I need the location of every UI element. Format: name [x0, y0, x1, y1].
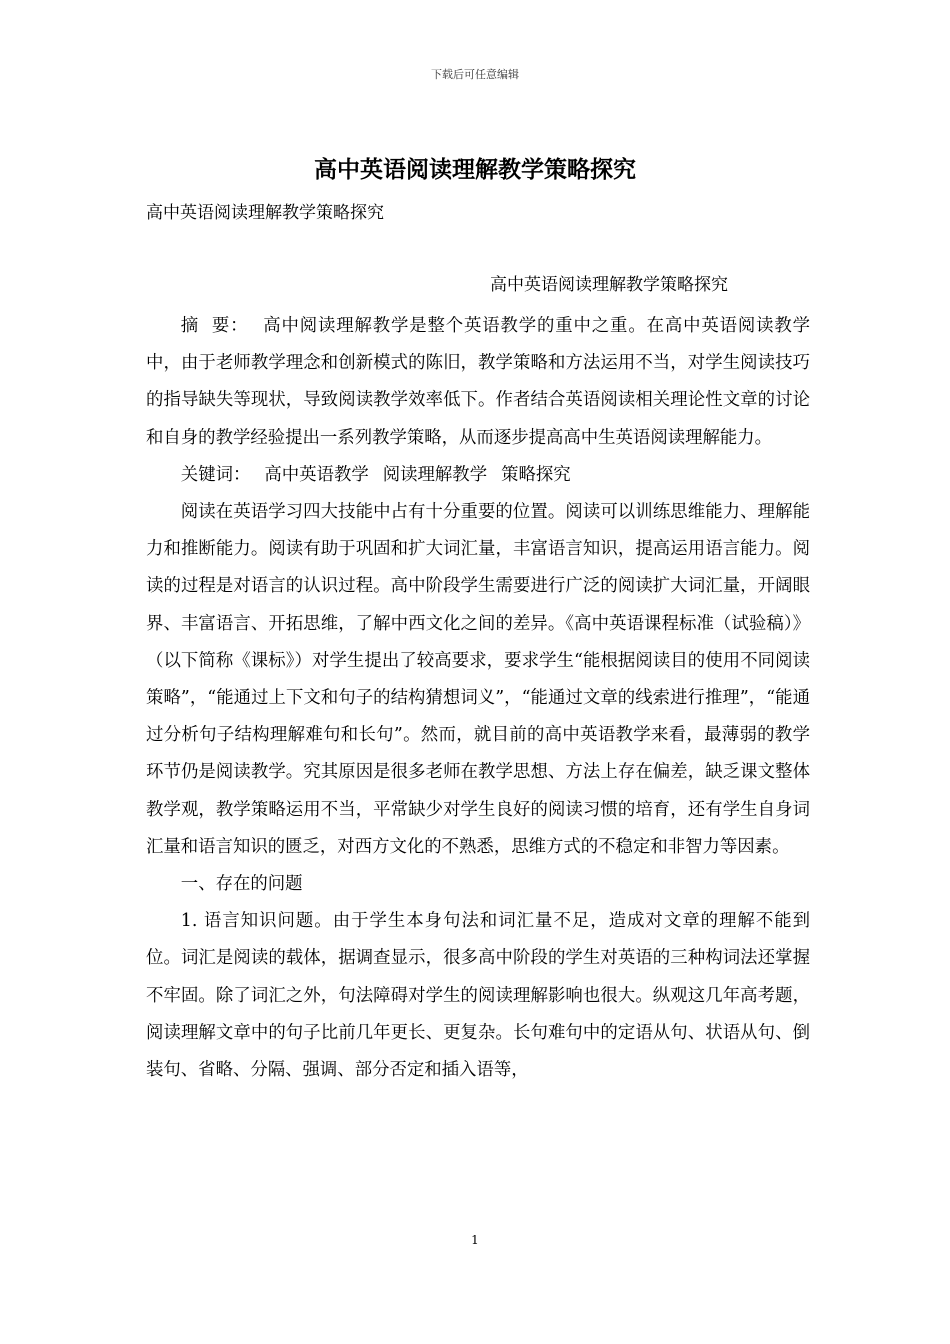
page-number: 1: [471, 1233, 479, 1247]
abstract-label: 摘 要：: [180, 316, 249, 336]
keywords-label: 关键词：: [180, 464, 251, 485]
keyword-item: 高中英语教学: [264, 464, 369, 485]
document-title: 高中英语阅读理解教学策略探究: [314, 156, 636, 183]
page-header-note: 下载后可任意编辑: [431, 68, 519, 81]
keywords-paragraph: [146, 457, 810, 494]
document-body: [146, 308, 810, 1089]
section-heading: 一、存在的问题: [180, 874, 303, 895]
abstract-text: 高中阅读理解教学是整个英语教学的重中之重。在高中英语阅读教学中，由于老师教学理念和创新模式的陈旧，教学策略和方法运用不当，对学生阅读技巧的指导缺失等现状，导致阅读教学效率低下。作者结合英语阅读相关理论性文章的讨论和自身的教学经验提出一系列教学策略，从而逐步提高高中生英语阅读理解能力。: [146, 316, 810, 448]
document-subtitle: 高中英语阅读理解教学策略探究: [146, 203, 384, 223]
section-paragraph: 1. 语言知识问题。由于学生本身句法和词汇量不足，造成对文章的理解不能到位。词汇是阅读的载体，据调查显示，很多高中阶段的学生对英语的三种构词法还掌握不牢固。除了词汇之外，句法障碍对学生的阅读理解影响也很大。纵观这几年高考题，阅读理解文章中的句子比前几年更长、更复杂。长句难句中的定语从句、状语从句、倒装句、省略、分隔、强调、部分否定和插入语等，: [146, 911, 810, 1081]
right-aligned-title: 高中英语阅读理解教学策略探究: [490, 275, 728, 295]
intro-paragraph: 阅读在英语学习四大技能中占有十分重要的位置。阅读可以训练思维能力、理解能力和推断能力。阅读有助于巩固和扩大词汇量，丰富语言知识，提高运用语言能力。阅读的过程是对语言的认识过程。高中阶段学生需要进行广泛的阅读扩大词汇量，开阔眼界、丰富语言、开拓思维，了解中西文化之间的差异。《高中英语课程标准（试验稿）》（以下简称《课标》）对学生提出了较高要求，要求学生“能根据阅读目的使用不同阅读策略”，“能通过上下文和句子的结构猜想词义”，“能通过文章的线索进行推理”，“能通过分析句子结构理解难句和长句”。然而，就目前的高中英语教学来看，最薄弱的教学环节仍是阅读教学。究其原因是很多老师在教学思想、方法上存在偏差，缺乏课文整体教学观，教学策略运用不当，平常缺少对学生良好的阅读习惯的培育，还有学生自身词汇量和语言知识的匮乏，对西方文化的不熟悉，思维方式的不稳定和非智力等因素。: [146, 502, 810, 857]
keyword-item: 策略探究: [501, 464, 571, 485]
keyword-item: 阅读理解教学: [382, 464, 488, 485]
abstract-paragraph: [146, 308, 810, 457]
